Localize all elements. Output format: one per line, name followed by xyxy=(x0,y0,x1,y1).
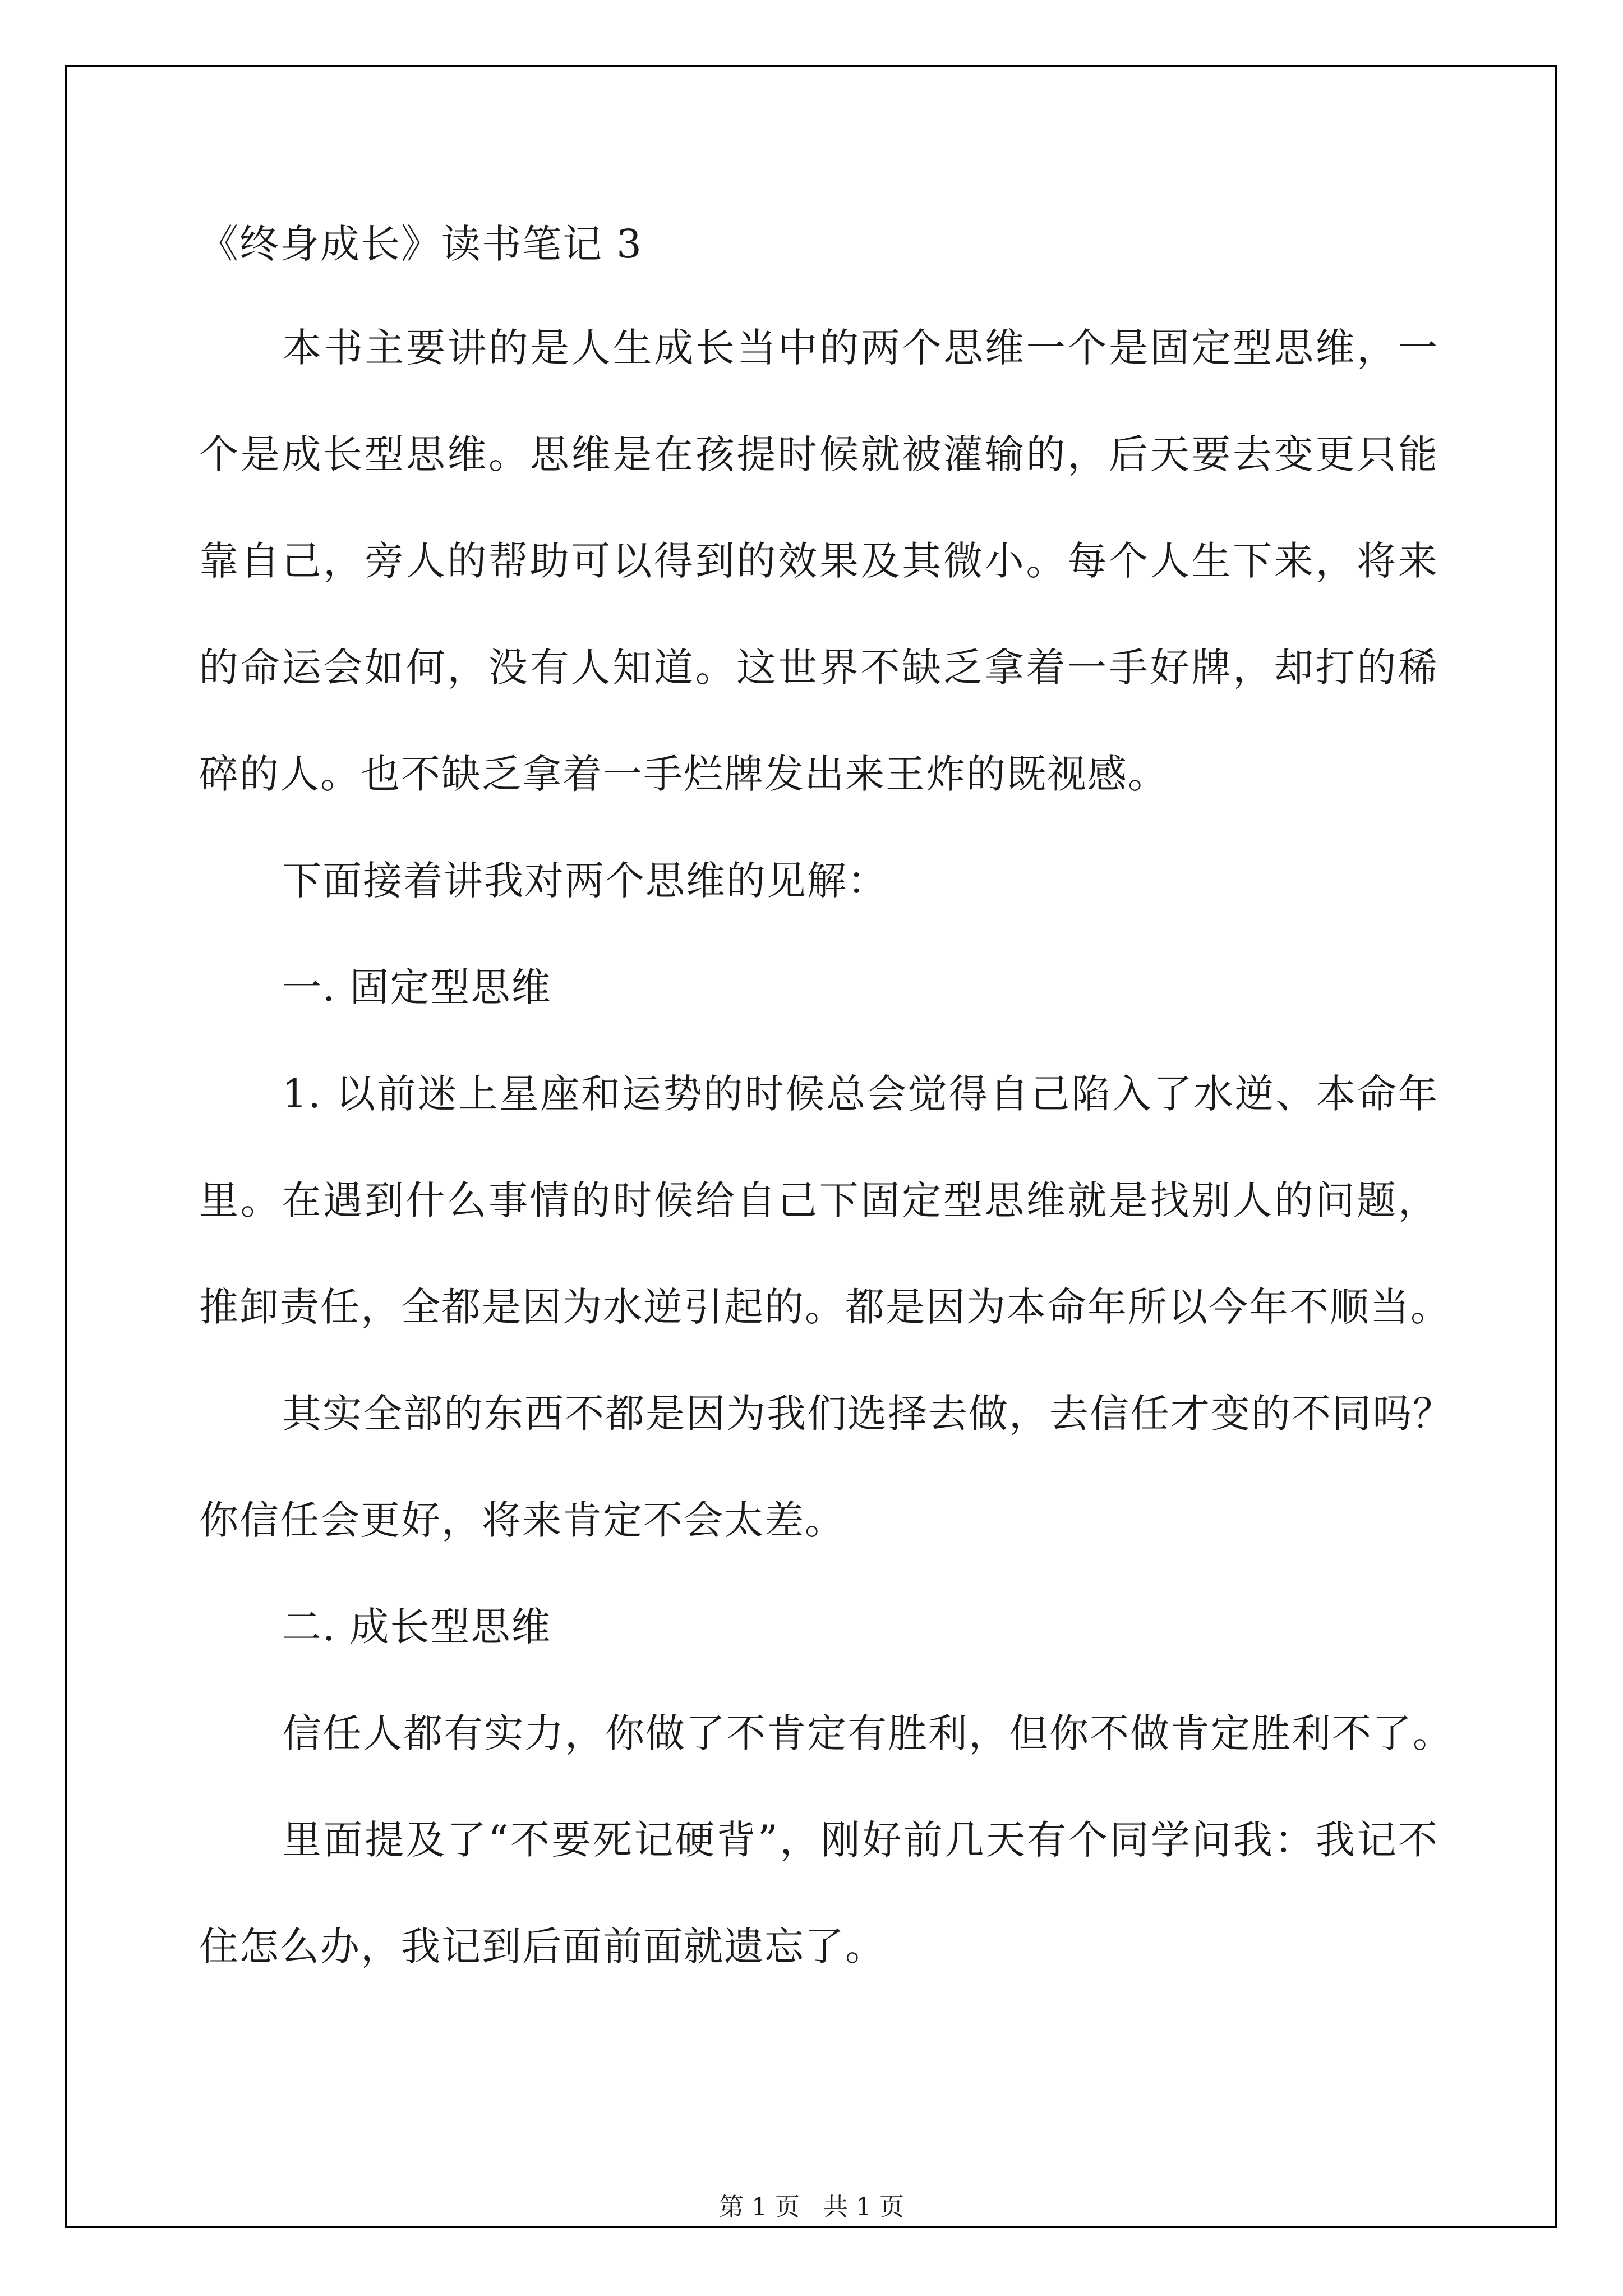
paragraph-line: 其实全部的东西不都是因为我们选择去做，去信任才变的不同吗？ xyxy=(282,1391,1453,1437)
paragraph-line: 本书主要讲的是人生成长当中的两个思维一个是固定型思维，一 xyxy=(282,325,1438,371)
paragraph-line: 的命运会如何，没有人知道。这世界不缺乏拿着一手好牌，却打的稀 xyxy=(199,645,1438,691)
paragraph-line: 里。在遇到什么事情的时候给自己下固定型思维就是找别人的问题， xyxy=(199,1177,1438,1223)
paragraph-line: 里面提及了“不要死记硬背”，刚好前几天有个同学问我：我记不 xyxy=(282,1817,1438,1863)
section-heading: 二. 成长型思维 xyxy=(282,1604,552,1650)
paragraph-line: 下面接着讲我对两个思维的见解： xyxy=(282,858,888,904)
paragraph-line: 个是成长型思维。思维是在孩提时候就被灌输的，后天要去变更只能 xyxy=(199,431,1438,477)
page-border xyxy=(65,65,1557,2228)
paragraph-line: 你信任会更好，将来肯定不会太差。 xyxy=(199,1497,845,1543)
paragraph-line: 靠自己，旁人的帮助可以得到的效果及其微小。每个人生下来，将来 xyxy=(199,538,1438,584)
paragraph-line: 1. 以前迷上星座和运势的时候总会觉得自己陷入了水逆、本命年 xyxy=(282,1071,1438,1117)
paragraph-line: 住怎么办，我记到后面前面就遗忘了。 xyxy=(199,1924,886,1970)
paragraph-line: 信任人都有实力，你做了不肯定有胜利，但你不做肯定胜利不了。 xyxy=(282,1710,1453,1756)
paragraph-line: 碎的人。也不缺乏拿着一手烂牌发出来王炸的既视感。 xyxy=(199,751,1168,797)
page-footer: 第 1 页 共 1 页 xyxy=(719,2193,904,2221)
paragraph-line: 推卸责任，全都是因为水逆引起的。都是因为本命年所以今年不顺当。 xyxy=(199,1284,1451,1330)
section-heading: 一. 固定型思维 xyxy=(282,964,552,1010)
document-title: 《终身成长》读书笔记 3 xyxy=(199,221,643,267)
